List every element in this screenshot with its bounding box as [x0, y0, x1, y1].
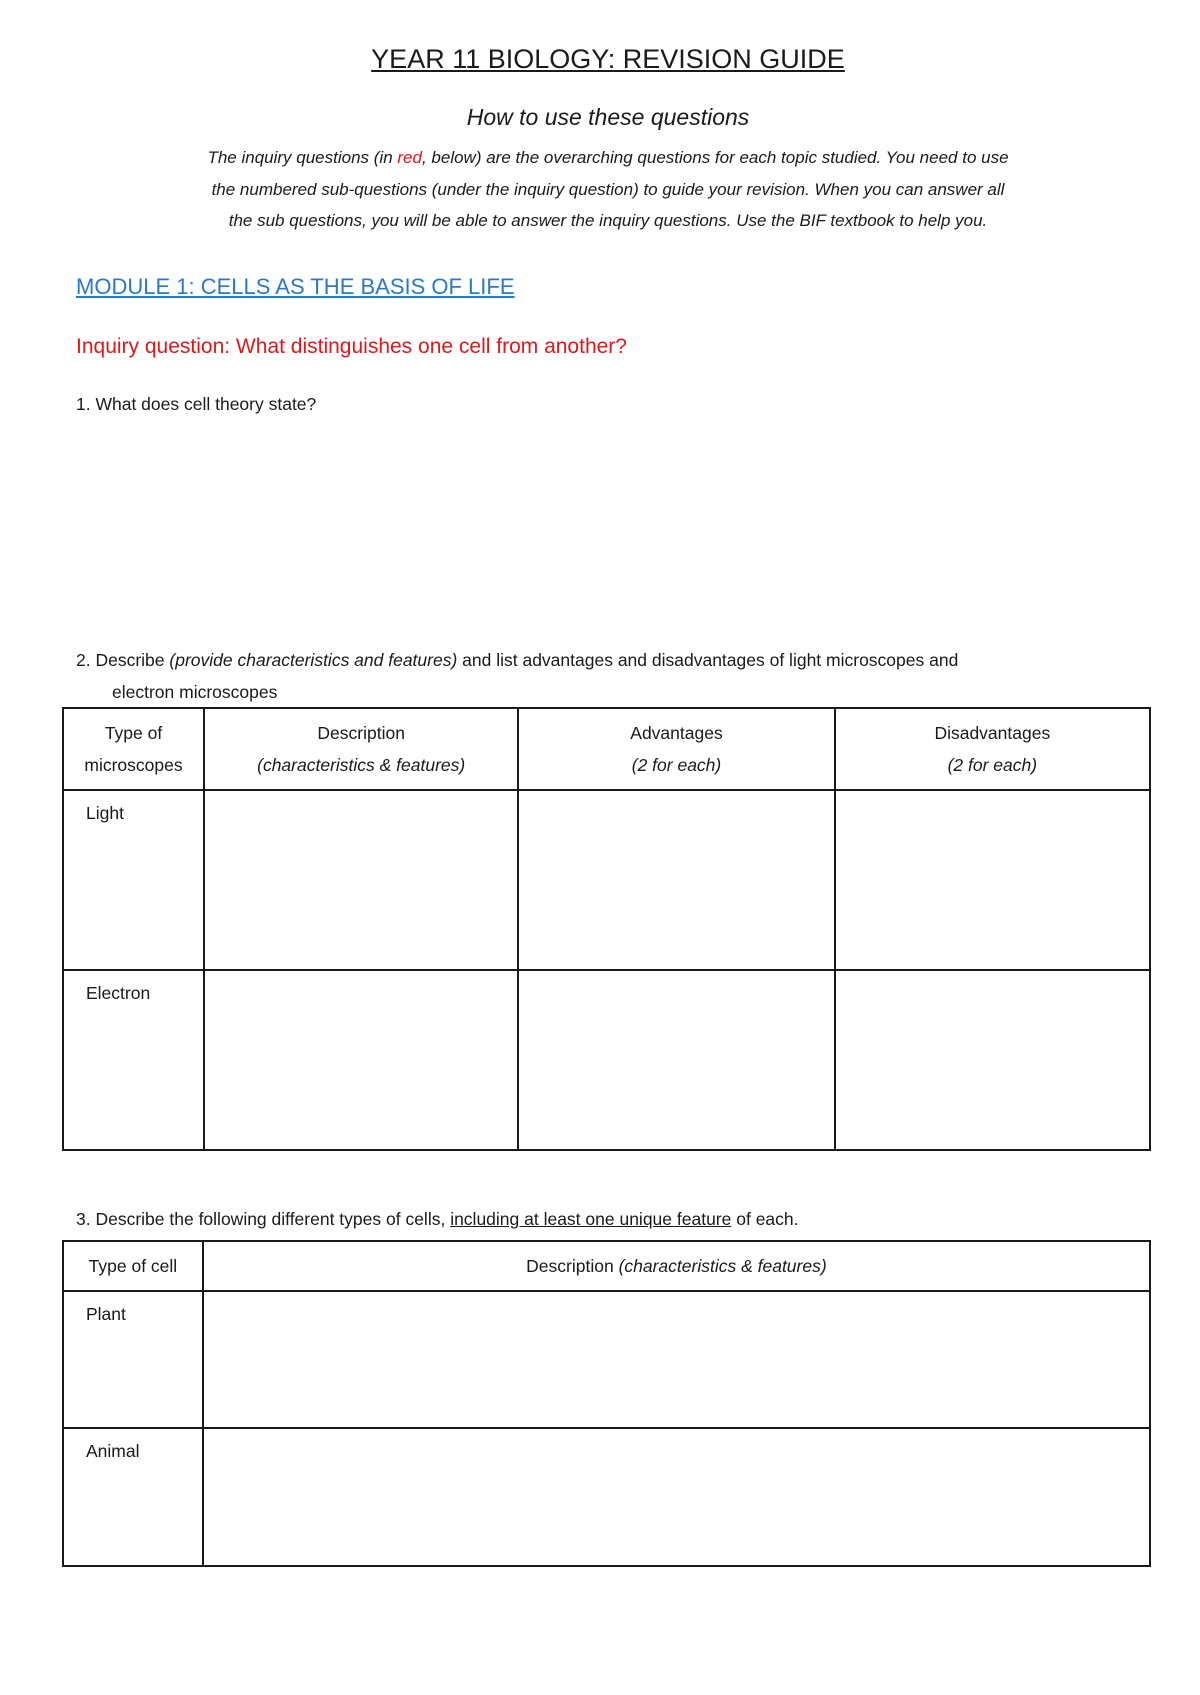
table-row	[63, 790, 1150, 970]
row-label-electron: Electron	[63, 970, 204, 1150]
question-2-line-2: electron microscopes	[112, 682, 278, 702]
module-heading: MODULE 1: CELLS AS THE BASIS OF LIFE	[76, 274, 515, 299]
underlined-phrase: including at least one unique feature	[450, 1209, 732, 1229]
question-2-line-1: 2. Describe (provide characteristics and features) and list advantages and disadvantages of light microscopes and	[76, 650, 959, 670]
header-advantages: Advantages (2 for each)	[518, 708, 834, 790]
row-label-light: Light	[63, 790, 204, 970]
answer-cell-electron-advantages[interactable]	[518, 970, 834, 1150]
header-type-of-microscopes: Type of microscopes	[63, 708, 204, 790]
answer-cell-animal[interactable]	[203, 1428, 1150, 1566]
intro-paragraph	[120, 142, 1096, 237]
header-cell-description: Description (characteristics & features)	[203, 1241, 1150, 1291]
microscope-table	[62, 707, 1151, 1151]
question-1: 1. What does cell theory state?	[76, 394, 317, 414]
answer-cell-light-description[interactable]	[204, 790, 518, 970]
row-label-plant: Plant	[63, 1291, 203, 1428]
table-header-row	[63, 708, 1150, 790]
answer-cell-light-advantages[interactable]	[518, 790, 834, 970]
intro-line-1: The inquiry questions (in red, below) are the overarching questions for each topic studied. You need to use	[207, 148, 1009, 167]
answer-cell-plant[interactable]	[203, 1291, 1150, 1428]
question-2	[76, 644, 1136, 708]
document-title: YEAR 11 BIOLOGY: REVISION GUIDE	[371, 44, 845, 74]
inquiry-question: Inquiry question: What distinguishes one cell from another?	[76, 335, 627, 358]
question-3: 3. Describe the following different types of cells, including at least one unique feature of each.	[76, 1209, 799, 1229]
table-row	[63, 970, 1150, 1150]
header-disadvantages: Disadvantages (2 for each)	[835, 708, 1150, 790]
cell-types-table	[62, 1240, 1151, 1567]
red-word: red	[397, 148, 422, 167]
intro-line-2: the numbered sub-questions (under the inquiry question) to guide your revision. When you can answer all	[211, 179, 1005, 199]
howto-heading: How to use these questions	[466, 104, 750, 130]
answer-cell-light-disadvantages[interactable]	[835, 790, 1150, 970]
answer-cell-electron-disadvantages[interactable]	[835, 970, 1150, 1150]
row-label-animal: Animal	[63, 1428, 203, 1566]
table-row	[63, 1291, 1150, 1428]
intro-line-3: the sub questions, you will be able to answer the inquiry questions. Use the BIF textbook to help you.	[228, 211, 988, 230]
table-row	[63, 1428, 1150, 1566]
header-type-of-cell: Type of cell	[63, 1241, 203, 1291]
answer-cell-electron-description[interactable]	[204, 970, 518, 1150]
header-description: Description (characteristics & features)	[204, 708, 518, 790]
table-header-row	[63, 1241, 1150, 1291]
